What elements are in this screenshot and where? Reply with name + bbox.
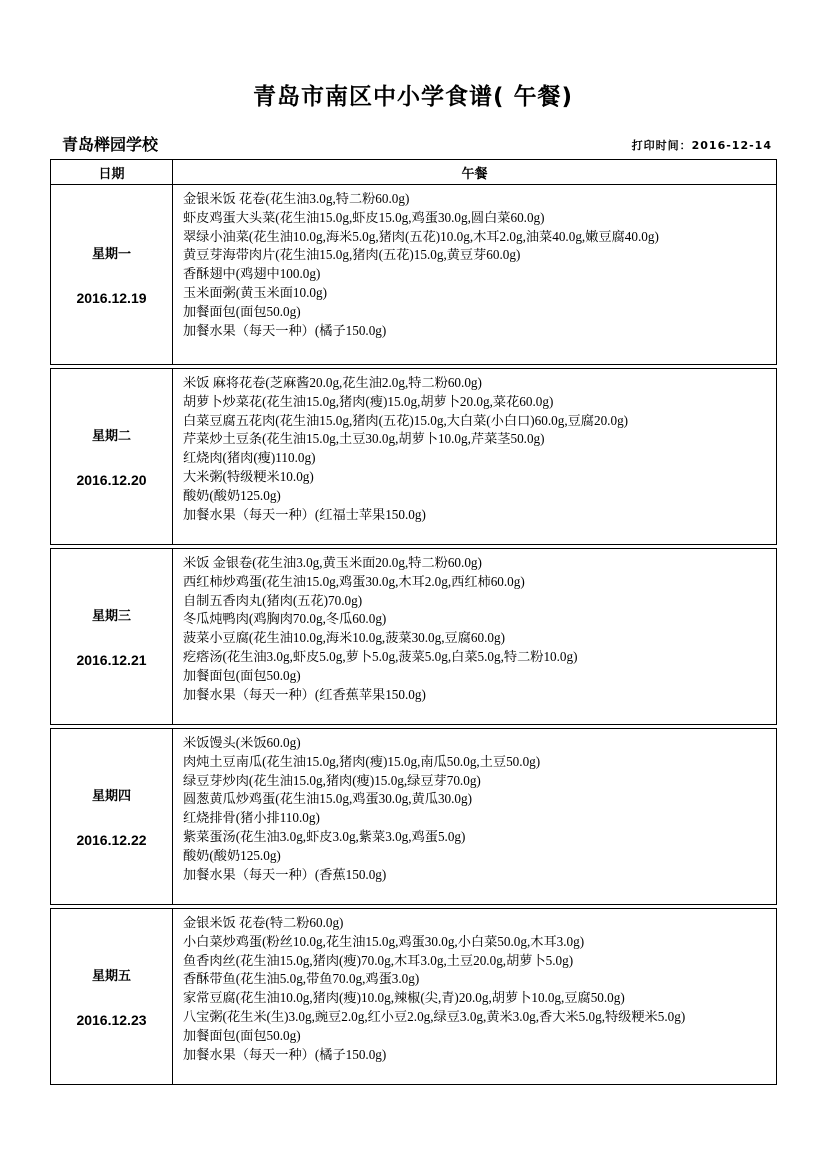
weekday-label: 星期一 bbox=[91, 247, 131, 262]
list-item: 绿豆芽炒肉(花生油15.0g,猪肉(瘦)15.0g,绿豆芽70.0g) bbox=[183, 772, 481, 788]
weekday-label: 星期三 bbox=[91, 609, 131, 624]
lunch-cell bbox=[173, 549, 777, 725]
list-item: 圆葱黄瓜炒鸡蛋(花生油15.0g,鸡蛋30.0g,黄瓜30.0g) bbox=[183, 791, 473, 807]
dish-list bbox=[173, 909, 776, 1064]
header-row bbox=[51, 160, 777, 185]
list-item: 紫菜蛋汤(花生油3.0g,虾皮3.0g,紫菜3.0g,鸡蛋5.0g) bbox=[183, 828, 466, 844]
list-item: 翠绿小油菜(花生油10.0g,海米5.0g,猪肉(五花)10.0g,木耳2.0g,油菜40.0g,嫩豆腐40.0g) bbox=[183, 228, 659, 244]
list-item: 加餐水果（每天一种）(橘子150.0g) bbox=[183, 322, 387, 338]
date-label: 2016.12.22 bbox=[76, 832, 147, 848]
list-item: 八宝粥(花生米(生)3.0g,豌豆2.0g,红小豆2.0g,绿豆3.0g,黄米3.0g,香大米5.0g,特级粳米5.0g) bbox=[183, 1008, 686, 1024]
list-item: 香酥翅中(鸡翅中100.0g) bbox=[183, 266, 321, 282]
date-cell bbox=[51, 909, 173, 1085]
list-item: 加餐水果（每天一种）(红香蕉苹果150.0g) bbox=[183, 686, 426, 702]
date-label: 2016.12.20 bbox=[76, 472, 147, 488]
list-item: 加餐水果（每天一种）(橘子150.0g) bbox=[183, 1046, 387, 1062]
weekday-label: 星期四 bbox=[91, 789, 131, 804]
list-item: 肉炖土豆南瓜(花生油15.0g,猪肉(瘦)15.0g,南瓜50.0g,土豆50.0g) bbox=[183, 753, 541, 769]
table-row bbox=[51, 909, 777, 1085]
date-cell bbox=[51, 185, 173, 365]
lunch-cell bbox=[173, 729, 777, 905]
page-title: 青岛市南区中小学食谱( 午餐) bbox=[252, 84, 574, 110]
list-item: 自制五香肉丸(猪肉(五花)70.0g) bbox=[183, 592, 363, 608]
list-item: 疙瘩汤(花生油3.0g,虾皮5.0g,萝卜5.0g,菠菜5.0g,白菜5.0g,特二粉10.0g) bbox=[183, 648, 578, 664]
lunch-cell bbox=[173, 369, 777, 545]
dish-list bbox=[173, 549, 776, 704]
list-item: 加餐水果（每天一种）(香蕉150.0g) bbox=[183, 866, 387, 882]
lunch-column-header: 午餐 bbox=[173, 160, 777, 185]
dish-list bbox=[173, 369, 776, 524]
list-item: 菠菜小豆腐(花生油10.0g,海米10.0g,菠菜30.0g,豆腐60.0g) bbox=[183, 630, 505, 646]
list-item: 米饭 金银卷(花生油3.0g,黄玉米面20.0g,特二粉60.0g) bbox=[183, 555, 482, 570]
table-row bbox=[51, 369, 777, 545]
date-label: 2016.12.19 bbox=[76, 290, 147, 306]
list-item: 酸奶(酸奶125.0g) bbox=[183, 487, 281, 503]
list-item: 黄豆芽海带肉片(花生油15.0g,猪肉(五花)15.0g,黄豆芽60.0g) bbox=[183, 247, 521, 263]
weekday-label: 星期二 bbox=[91, 429, 131, 444]
list-item: 芹菜炒土豆条(花生油15.0g,土豆30.0g,胡萝卜10.0g,芹菜茎50.0g) bbox=[183, 431, 545, 447]
list-item: 白菜豆腐五花肉(花生油15.0g,猪肉(五花)15.0g,大白菜(小白口)60.0g,豆腐20.0g) bbox=[183, 412, 629, 428]
dish-list bbox=[173, 729, 776, 884]
list-item: 米饭 麻将花卷(芝麻酱20.0g,花生油2.0g,特二粉60.0g) bbox=[183, 375, 482, 390]
list-item: 金银米饭 花卷(特二粉60.0g) bbox=[183, 915, 344, 930]
list-item: 加餐面包(面包50.0g) bbox=[183, 1027, 301, 1043]
list-item: 红烧肉(猪肉(瘦)110.0g) bbox=[183, 450, 316, 466]
list-item: 鱼香肉丝(花生油15.0g,猪肉(瘦)70.0g,木耳3.0g,土豆20.0g,胡萝卜5.0g) bbox=[183, 952, 574, 968]
list-item: 酸奶(酸奶125.0g) bbox=[183, 847, 281, 863]
date-label: 2016.12.21 bbox=[76, 652, 147, 668]
list-item: 西红柿炒鸡蛋(花生油15.0g,鸡蛋30.0g,木耳2.0g,西红柿60.0g) bbox=[183, 573, 525, 589]
list-item: 金银米饭 花卷(花生油3.0g,特二粉60.0g) bbox=[183, 191, 410, 206]
table-row bbox=[51, 549, 777, 725]
date-cell bbox=[51, 369, 173, 545]
menu-table-container bbox=[50, 159, 776, 1085]
list-item: 冬瓜炖鸭肉(鸡胸肉70.0g,冬瓜60.0g) bbox=[183, 611, 387, 627]
list-item: 大米粥(特级粳米10.0g) bbox=[183, 468, 314, 484]
print-time: 打印时间：2016-12-14 bbox=[631, 139, 772, 152]
list-item: 小白菜炒鸡蛋(粉丝10.0g,花生油15.0g,鸡蛋30.0g,小白菜50.0g,木耳3.0g) bbox=[183, 933, 585, 949]
lunch-cell bbox=[173, 909, 777, 1085]
date-cell bbox=[51, 729, 173, 905]
date-column-header: 日期 bbox=[51, 160, 173, 185]
school-name: 青岛榉园学校 bbox=[62, 135, 159, 154]
table-row bbox=[51, 185, 777, 365]
menu-table bbox=[50, 159, 777, 1085]
list-item: 米饭馒头(米饭60.0g) bbox=[183, 735, 301, 750]
list-item: 胡萝卜炒菜花(花生油15.0g,猪肉(瘦)15.0g,胡萝卜20.0g,菜花60.0g) bbox=[183, 393, 554, 409]
table-row bbox=[51, 729, 777, 905]
date-label: 2016.12.23 bbox=[76, 1012, 147, 1028]
lunch-cell bbox=[173, 185, 777, 365]
list-item: 加餐水果（每天一种）(红福士苹果150.0g) bbox=[183, 506, 426, 522]
list-item: 虾皮鸡蛋大头菜(花生油15.0g,虾皮15.0g,鸡蛋30.0g,圆白菜60.0g) bbox=[183, 209, 545, 225]
dish-list bbox=[173, 185, 776, 340]
list-item: 红烧排骨(猪小排110.0g) bbox=[183, 810, 320, 826]
date-cell bbox=[51, 549, 173, 725]
weekday-label: 星期五 bbox=[91, 969, 131, 984]
list-item: 玉米面粥(黄玉米面10.0g) bbox=[183, 284, 327, 300]
list-item: 香酥带鱼(花生油5.0g,带鱼70.0g,鸡蛋3.0g) bbox=[183, 971, 420, 987]
menu-body bbox=[51, 185, 777, 1085]
list-item: 加餐面包(面包50.0g) bbox=[183, 667, 301, 683]
list-item: 加餐面包(面包50.0g) bbox=[183, 303, 301, 319]
list-item: 家常豆腐(花生油10.0g,猪肉(瘦)10.0g,辣椒(尖,青)20.0g,胡萝卜10.0g,豆腐50.0g) bbox=[183, 990, 625, 1006]
